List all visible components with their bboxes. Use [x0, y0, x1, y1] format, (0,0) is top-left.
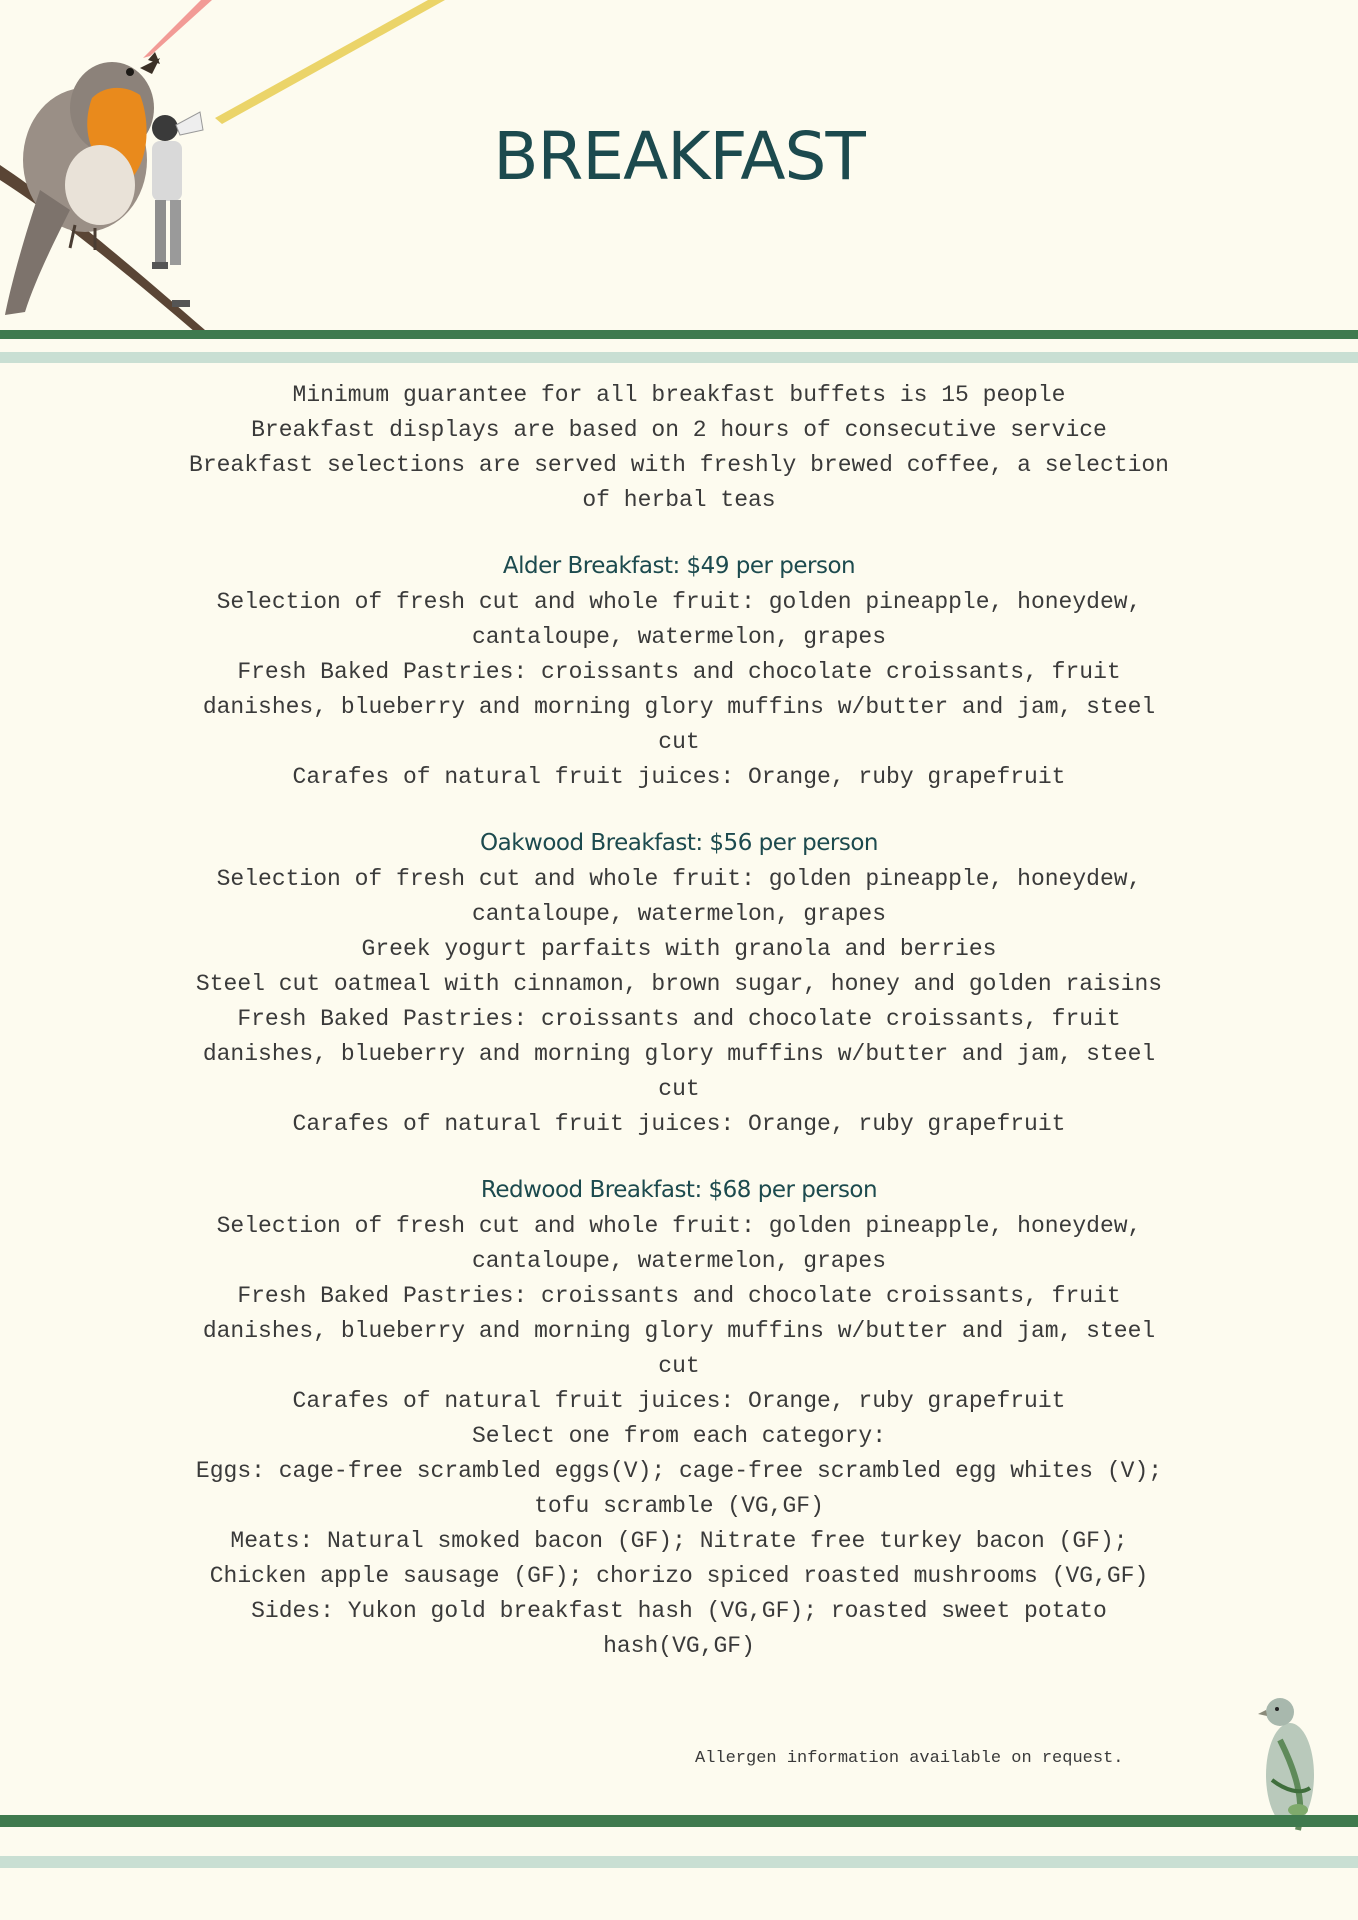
menu-section-alder [185, 549, 1173, 795]
menu-item: Carafes of natural fruit juices: Orange, ruby grapefruit [292, 1111, 1066, 1137]
menu-content [185, 378, 1173, 1695]
menu-item: Carafes of natural fruit juices: Orange, ruby grapefruit [292, 764, 1066, 790]
menu-item: Eggs: cage-free scrambled eggs(V); cage-free scrambled egg whites (V); tofu scramble (VG,GF) [195, 1458, 1163, 1519]
menu-item: Fresh Baked Pastries: croissants and chocolate croissants, fruit danishes, blueberry and morning glory muffins w/butter and jam, steel cut [202, 1283, 1156, 1379]
menu-item: Greek yogurt parfaits with granola and berries [361, 936, 997, 962]
menu-item: Selection of fresh cut and whole fruit: golden pineapple, honeydew, cantaloupe, watermelon, grapes [216, 1213, 1142, 1274]
intro-line: Breakfast displays are based on 2 hours of consecutive service [251, 417, 1107, 443]
section-heading: Alder Breakfast: $49 per person [502, 553, 856, 579]
intro-line: Minimum guarantee for all breakfast buffets is 15 people [292, 382, 1066, 408]
menu-item: Selection of fresh cut and whole fruit: golden pineapple, honeydew, cantaloupe, watermelon, grapes [216, 866, 1142, 927]
divider-stripe-bottom-dark [0, 1815, 1358, 1827]
allergen-note: Allergen information available on request. [695, 1749, 1124, 1768]
menu-item: Fresh Baked Pastries: croissants and chocolate croissants, fruit danishes, blueberry and morning glory muffins w/butter and jam, steel cut [202, 659, 1156, 755]
menu-section-oakwood [185, 826, 1173, 1142]
menu-item: Meats: Natural smoked bacon (GF); Nitrate free turkey bacon (GF); Chicken apple sausage (GF); chorizo spiced roasted mushrooms (VG,GF) [209, 1528, 1149, 1589]
menu-item: Carafes of natural fruit juices: Orange, ruby grapefruit [292, 1388, 1066, 1414]
menu-section-redwood [185, 1173, 1173, 1664]
intro-notes [185, 378, 1173, 518]
page-title: BREAKFAST [493, 118, 865, 195]
divider-stripe-bottom-light [0, 1856, 1358, 1868]
menu-item: Sides: Yukon gold breakfast hash (VG,GF); roasted sweet potato hash(VG,GF) [251, 1598, 1107, 1659]
section-heading: Redwood Breakfast: $68 per person [480, 1177, 878, 1203]
menu-item: Select one from each category: [471, 1423, 887, 1449]
intro-line: Breakfast selections are served with freshly brewed coffee, a selection of herbal teas [189, 452, 1169, 513]
menu-item: Steel cut oatmeal with cinnamon, brown sugar, honey and golden raisins [195, 971, 1163, 997]
menu-item: Selection of fresh cut and whole fruit: golden pineapple, honeydew, cantaloupe, watermelon, grapes [216, 589, 1142, 650]
section-heading: Oakwood Breakfast: $56 per person [480, 830, 878, 856]
divider-stripe-top-light [0, 352, 1358, 363]
menu-item: Fresh Baked Pastries: croissants and chocolate croissants, fruit danishes, blueberry and morning glory muffins w/butter and jam, steel cut [202, 1006, 1156, 1102]
divider-stripe-top-dark [0, 330, 1358, 339]
